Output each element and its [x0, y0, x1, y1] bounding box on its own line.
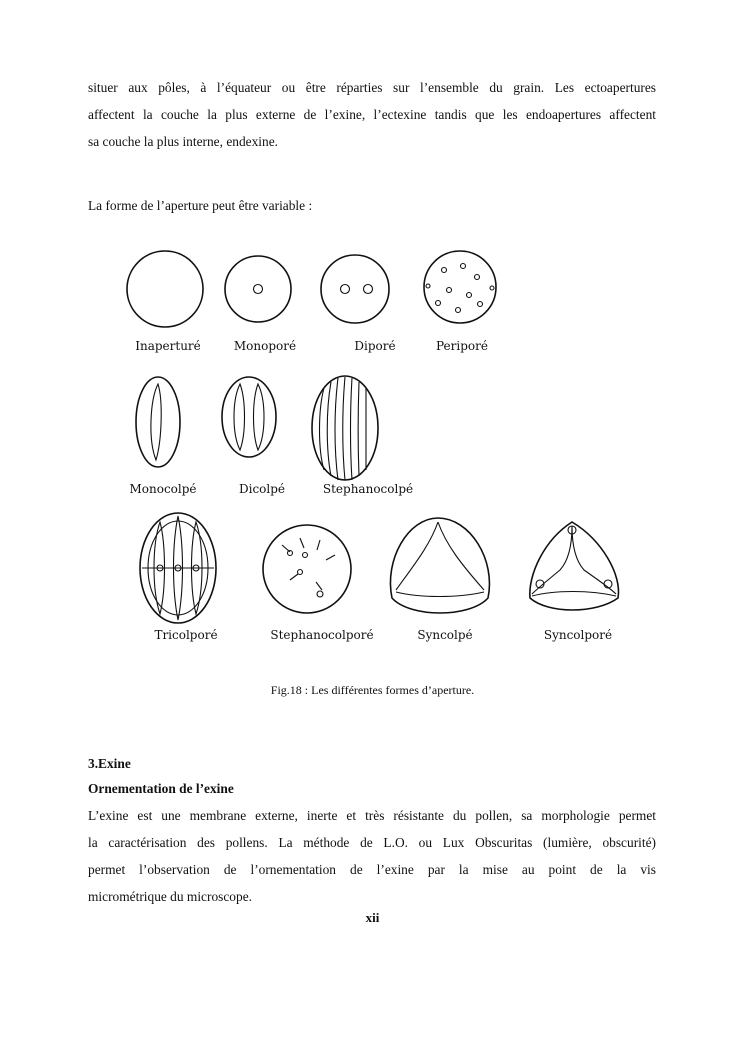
exine-line-1: L’exine est une membrane externe, inerte et très résistante du pollen, sa morphologie permet: [88, 808, 656, 823]
dipore-pollen: [321, 255, 389, 323]
label-syncolpe: Syncolpé: [417, 628, 473, 642]
tricolpore-pollen: [140, 513, 216, 623]
section-heading: 3.Exine: [88, 756, 131, 771]
page-number: xii: [365, 910, 380, 925]
label-monopore: Monoporé: [233, 339, 297, 353]
monocolpe-pollen: [136, 377, 180, 467]
stephanocolpe-pollen: [312, 376, 378, 480]
exine-line-2: la caractérisation des pollens. La méthode de L.O. ou Lux Obscuritas (lumière, obscurité): [88, 835, 656, 850]
monopore-pollen: [225, 256, 291, 322]
label-monocolpe: Monocolpé: [129, 482, 197, 496]
dicolpe-pollen: [222, 377, 276, 457]
peripore-pollen: [424, 251, 496, 323]
label-tricolpore: Tricolporé: [154, 628, 218, 642]
label-stephanocolpe: Stephanocolpé: [322, 482, 414, 496]
syncolpe-pollen: [390, 518, 489, 613]
figure-caption: Fig.18 : Les différentes formes d’aperture.: [270, 683, 475, 697]
label-dipore: Diporé: [354, 339, 396, 353]
exine-line-4: micrométrique du microscope.: [88, 889, 252, 904]
label-stephanocolpore: Stephanocolporé: [270, 628, 374, 642]
intro-line-3: sa couche la plus interne, endexine.: [88, 134, 278, 149]
intro-line-1: situer aux pôles, à l’équateur ou être réparties sur l’ensemble du grain. Les ectoapertures: [88, 80, 656, 95]
label-dicolpe: Dicolpé: [238, 482, 286, 496]
syncolpore-pollen: [530, 522, 619, 610]
label-peripore: Periporé: [436, 339, 488, 353]
aperture-intro-text: La forme de l’aperture peut être variable :: [88, 198, 313, 213]
exine-line-3: permet l’observation de l’ornementation de l’exine par la mise au point de la vis: [88, 862, 656, 877]
exine-paragraph: [88, 802, 656, 910]
section-subheading: Ornementation de l’exine: [88, 781, 234, 796]
stephanocolpore-pollen: [263, 525, 351, 613]
label-syncolpore: Syncolporé: [543, 628, 613, 642]
label-inaperture: Inaperturé: [135, 339, 201, 353]
intro-line-2: affectent la couche la plus externe de l’exine, l’ectexine tandis que les endoapertures affectent: [88, 107, 656, 122]
inaperture-pollen: [127, 251, 203, 327]
